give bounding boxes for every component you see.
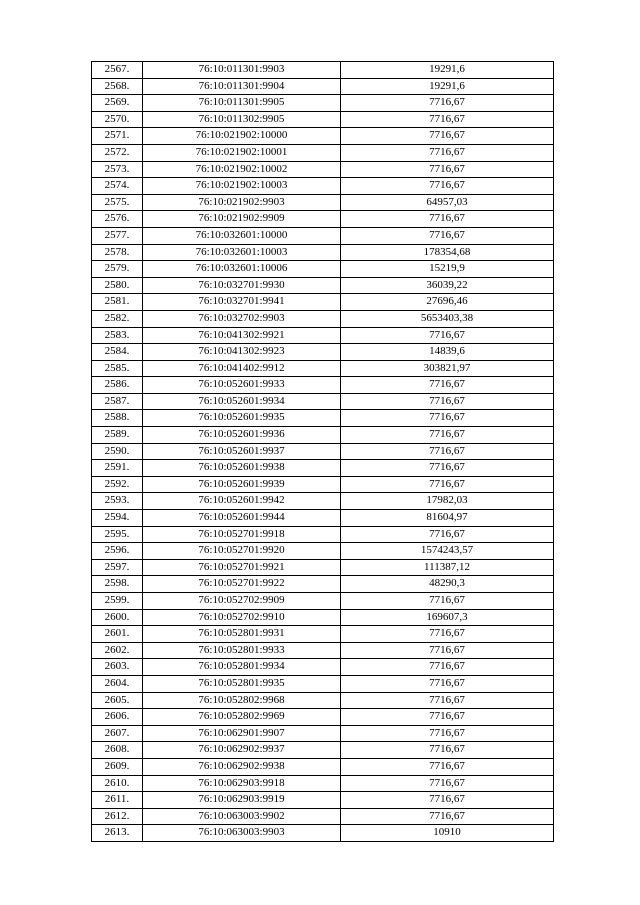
row-number-cell: 2609. (92, 758, 143, 775)
value-cell: 7716,67 (341, 178, 554, 195)
cadastral-number-cell: 76:10:062903:9919 (143, 792, 341, 809)
cadastral-number-cell: 76:10:021902:10002 (143, 161, 341, 178)
row-number-cell: 2583. (92, 327, 143, 344)
value-cell: 1574243,57 (341, 543, 554, 560)
row-number-cell: 2580. (92, 277, 143, 294)
value-cell: 7716,67 (341, 161, 554, 178)
table-row (92, 775, 554, 792)
cadastral-number-cell: 76:10:041402:9912 (143, 360, 341, 377)
table-row (92, 576, 554, 593)
table-row (92, 476, 554, 493)
table-row (92, 244, 554, 261)
table-row (92, 808, 554, 825)
table-row (92, 62, 554, 79)
row-number-cell: 2610. (92, 775, 143, 792)
cadastral-number-cell: 76:10:032601:10003 (143, 244, 341, 261)
row-number-cell: 2593. (92, 493, 143, 510)
row-number-cell: 2567. (92, 62, 143, 79)
value-cell: 7716,67 (341, 377, 554, 394)
table-row (92, 427, 554, 444)
row-number-cell: 2589. (92, 427, 143, 444)
table-row (92, 609, 554, 626)
row-number-cell: 2598. (92, 576, 143, 593)
row-number-cell: 2581. (92, 294, 143, 311)
table-row (92, 742, 554, 759)
row-number-cell: 2590. (92, 443, 143, 460)
table-row (92, 460, 554, 477)
table-row (92, 559, 554, 576)
table-row (92, 675, 554, 692)
cadastral-number-cell: 76:10:052801:9934 (143, 659, 341, 676)
row-number-cell: 2568. (92, 78, 143, 95)
table-row (92, 178, 554, 195)
value-cell: 10910 (341, 825, 554, 842)
row-number-cell: 2595. (92, 526, 143, 543)
cadastral-number-cell: 76:10:052601:9934 (143, 393, 341, 410)
table-row (92, 825, 554, 842)
value-cell: 7716,67 (341, 393, 554, 410)
cadastral-number-cell: 76:10:052601:9944 (143, 510, 341, 527)
cadastral-number-cell: 76:10:052601:9937 (143, 443, 341, 460)
cadastral-number-cell: 76:10:021902:10000 (143, 128, 341, 145)
value-cell: 7716,67 (341, 95, 554, 112)
table-row (92, 78, 554, 95)
value-cell: 7716,67 (341, 742, 554, 759)
cadastral-number-cell: 76:10:052601:9933 (143, 377, 341, 394)
value-cell: 14839,6 (341, 344, 554, 361)
cadastral-number-cell: 76:10:032601:10000 (143, 227, 341, 244)
row-number-cell: 2597. (92, 559, 143, 576)
cadastral-number-cell: 76:10:052601:9939 (143, 476, 341, 493)
table-row (92, 128, 554, 145)
table-row (92, 642, 554, 659)
value-cell: 7716,67 (341, 410, 554, 427)
table-row (92, 277, 554, 294)
table-row (92, 211, 554, 228)
table-row (92, 161, 554, 178)
value-cell: 19291,6 (341, 62, 554, 79)
cadastral-value-table (91, 61, 554, 842)
cadastral-number-cell: 76:10:062902:9938 (143, 758, 341, 775)
table-row (92, 725, 554, 742)
value-cell: 7716,67 (341, 128, 554, 145)
value-cell: 7716,67 (341, 725, 554, 742)
value-cell: 7716,67 (341, 792, 554, 809)
row-number-cell: 2571. (92, 128, 143, 145)
value-cell: 178354,68 (341, 244, 554, 261)
row-number-cell: 2585. (92, 360, 143, 377)
value-cell: 7716,67 (341, 593, 554, 610)
row-number-cell: 2577. (92, 227, 143, 244)
table-row (92, 144, 554, 161)
value-cell: 7716,67 (341, 808, 554, 825)
value-cell: 7716,67 (341, 476, 554, 493)
cadastral-number-cell: 76:10:032601:10006 (143, 261, 341, 278)
value-cell: 7716,67 (341, 709, 554, 726)
value-cell: 17982,03 (341, 493, 554, 510)
cadastral-number-cell: 76:10:052701:9920 (143, 543, 341, 560)
table-row (92, 692, 554, 709)
row-number-cell: 2611. (92, 792, 143, 809)
table-row (92, 111, 554, 128)
cadastral-number-cell: 76:10:011302:9905 (143, 111, 341, 128)
row-number-cell: 2592. (92, 476, 143, 493)
cadastral-number-cell: 76:10:062903:9918 (143, 775, 341, 792)
cadastral-number-cell: 76:10:021902:10003 (143, 178, 341, 195)
table-row (92, 510, 554, 527)
table-row (92, 377, 554, 394)
cadastral-number-cell: 76:10:052702:9909 (143, 593, 341, 610)
value-cell: 7716,67 (341, 460, 554, 477)
value-cell: 111387,12 (341, 559, 554, 576)
cadastral-number-cell: 76:10:032701:9930 (143, 277, 341, 294)
cadastral-number-cell: 76:10:052601:9938 (143, 460, 341, 477)
row-number-cell: 2606. (92, 709, 143, 726)
value-cell: 7716,67 (341, 427, 554, 444)
table-body (92, 62, 554, 842)
value-cell: 7716,67 (341, 144, 554, 161)
value-cell: 7716,67 (341, 227, 554, 244)
table-row (92, 227, 554, 244)
value-cell: 7716,67 (341, 111, 554, 128)
row-number-cell: 2575. (92, 194, 143, 211)
row-number-cell: 2587. (92, 393, 143, 410)
value-cell: 81604,97 (341, 510, 554, 527)
cadastral-number-cell: 76:10:032701:9941 (143, 294, 341, 311)
table-row (92, 393, 554, 410)
row-number-cell: 2572. (92, 144, 143, 161)
value-cell: 303821,97 (341, 360, 554, 377)
value-cell: 7716,67 (341, 692, 554, 709)
row-number-cell: 2599. (92, 593, 143, 610)
value-cell: 7716,67 (341, 659, 554, 676)
table-row (92, 493, 554, 510)
table-row (92, 294, 554, 311)
row-number-cell: 2570. (92, 111, 143, 128)
row-number-cell: 2586. (92, 377, 143, 394)
cadastral-number-cell: 76:10:041302:9921 (143, 327, 341, 344)
table-row (92, 758, 554, 775)
cadastral-number-cell: 76:10:052801:9935 (143, 675, 341, 692)
table-row (92, 593, 554, 610)
cadastral-number-cell: 76:10:063003:9903 (143, 825, 341, 842)
cadastral-number-cell: 76:10:052801:9931 (143, 626, 341, 643)
row-number-cell: 2603. (92, 659, 143, 676)
value-cell: 7716,67 (341, 675, 554, 692)
value-cell: 7716,67 (341, 443, 554, 460)
value-cell: 169607,3 (341, 609, 554, 626)
cadastral-number-cell: 76:10:062902:9937 (143, 742, 341, 759)
cadastral-number-cell: 76:10:052601:9942 (143, 493, 341, 510)
row-number-cell: 2578. (92, 244, 143, 261)
table-row (92, 709, 554, 726)
cadastral-number-cell: 76:10:052802:9969 (143, 709, 341, 726)
cadastral-number-cell: 76:10:011301:9905 (143, 95, 341, 112)
value-cell: 7716,67 (341, 775, 554, 792)
table-row (92, 310, 554, 327)
value-cell: 7716,67 (341, 642, 554, 659)
table-row (92, 626, 554, 643)
cadastral-number-cell: 76:10:052601:9936 (143, 427, 341, 444)
cadastral-number-cell: 76:10:052801:9933 (143, 642, 341, 659)
cadastral-number-cell: 76:10:011301:9904 (143, 78, 341, 95)
row-number-cell: 2602. (92, 642, 143, 659)
value-cell: 48290,3 (341, 576, 554, 593)
row-number-cell: 2594. (92, 510, 143, 527)
cadastral-number-cell: 76:10:021902:10001 (143, 144, 341, 161)
table-row (92, 792, 554, 809)
value-cell: 15219,9 (341, 261, 554, 278)
cadastral-number-cell: 76:10:052701:9918 (143, 526, 341, 543)
cadastral-number-cell: 76:10:052701:9922 (143, 576, 341, 593)
row-number-cell: 2573. (92, 161, 143, 178)
cadastral-number-cell: 76:10:052802:9968 (143, 692, 341, 709)
row-number-cell: 2600. (92, 609, 143, 626)
table-row (92, 327, 554, 344)
row-number-cell: 2591. (92, 460, 143, 477)
table-row (92, 95, 554, 112)
table-row (92, 344, 554, 361)
value-cell: 7716,67 (341, 327, 554, 344)
cadastral-number-cell: 76:10:052701:9921 (143, 559, 341, 576)
value-cell: 7716,67 (341, 626, 554, 643)
cadastral-number-cell: 76:10:021902:9909 (143, 211, 341, 228)
cadastral-number-cell: 76:10:011301:9903 (143, 62, 341, 79)
row-number-cell: 2582. (92, 310, 143, 327)
row-number-cell: 2584. (92, 344, 143, 361)
row-number-cell: 2601. (92, 626, 143, 643)
cadastral-number-cell: 76:10:052601:9935 (143, 410, 341, 427)
cadastral-number-cell: 76:10:062901:9907 (143, 725, 341, 742)
row-number-cell: 2576. (92, 211, 143, 228)
row-number-cell: 2607. (92, 725, 143, 742)
row-number-cell: 2608. (92, 742, 143, 759)
value-cell: 5653403,38 (341, 310, 554, 327)
value-cell: 7716,67 (341, 758, 554, 775)
row-number-cell: 2613. (92, 825, 143, 842)
row-number-cell: 2604. (92, 675, 143, 692)
value-cell: 7716,67 (341, 211, 554, 228)
value-cell: 27696,46 (341, 294, 554, 311)
cadastral-number-cell: 76:10:063003:9902 (143, 808, 341, 825)
table-row (92, 261, 554, 278)
table-row (92, 543, 554, 560)
cadastral-number-cell: 76:10:032702:9903 (143, 310, 341, 327)
row-number-cell: 2588. (92, 410, 143, 427)
value-cell: 64957,03 (341, 194, 554, 211)
table-row (92, 526, 554, 543)
row-number-cell: 2605. (92, 692, 143, 709)
table-row (92, 194, 554, 211)
value-cell: 36039,22 (341, 277, 554, 294)
cadastral-number-cell: 76:10:041302:9923 (143, 344, 341, 361)
value-cell: 19291,6 (341, 78, 554, 95)
value-cell: 7716,67 (341, 526, 554, 543)
cadastral-number-cell: 76:10:052702:9910 (143, 609, 341, 626)
table-row (92, 443, 554, 460)
cadastral-number-cell: 76:10:021902:9903 (143, 194, 341, 211)
row-number-cell: 2569. (92, 95, 143, 112)
row-number-cell: 2612. (92, 808, 143, 825)
row-number-cell: 2596. (92, 543, 143, 560)
table-row (92, 410, 554, 427)
row-number-cell: 2574. (92, 178, 143, 195)
table-row (92, 360, 554, 377)
row-number-cell: 2579. (92, 261, 143, 278)
table-row (92, 659, 554, 676)
